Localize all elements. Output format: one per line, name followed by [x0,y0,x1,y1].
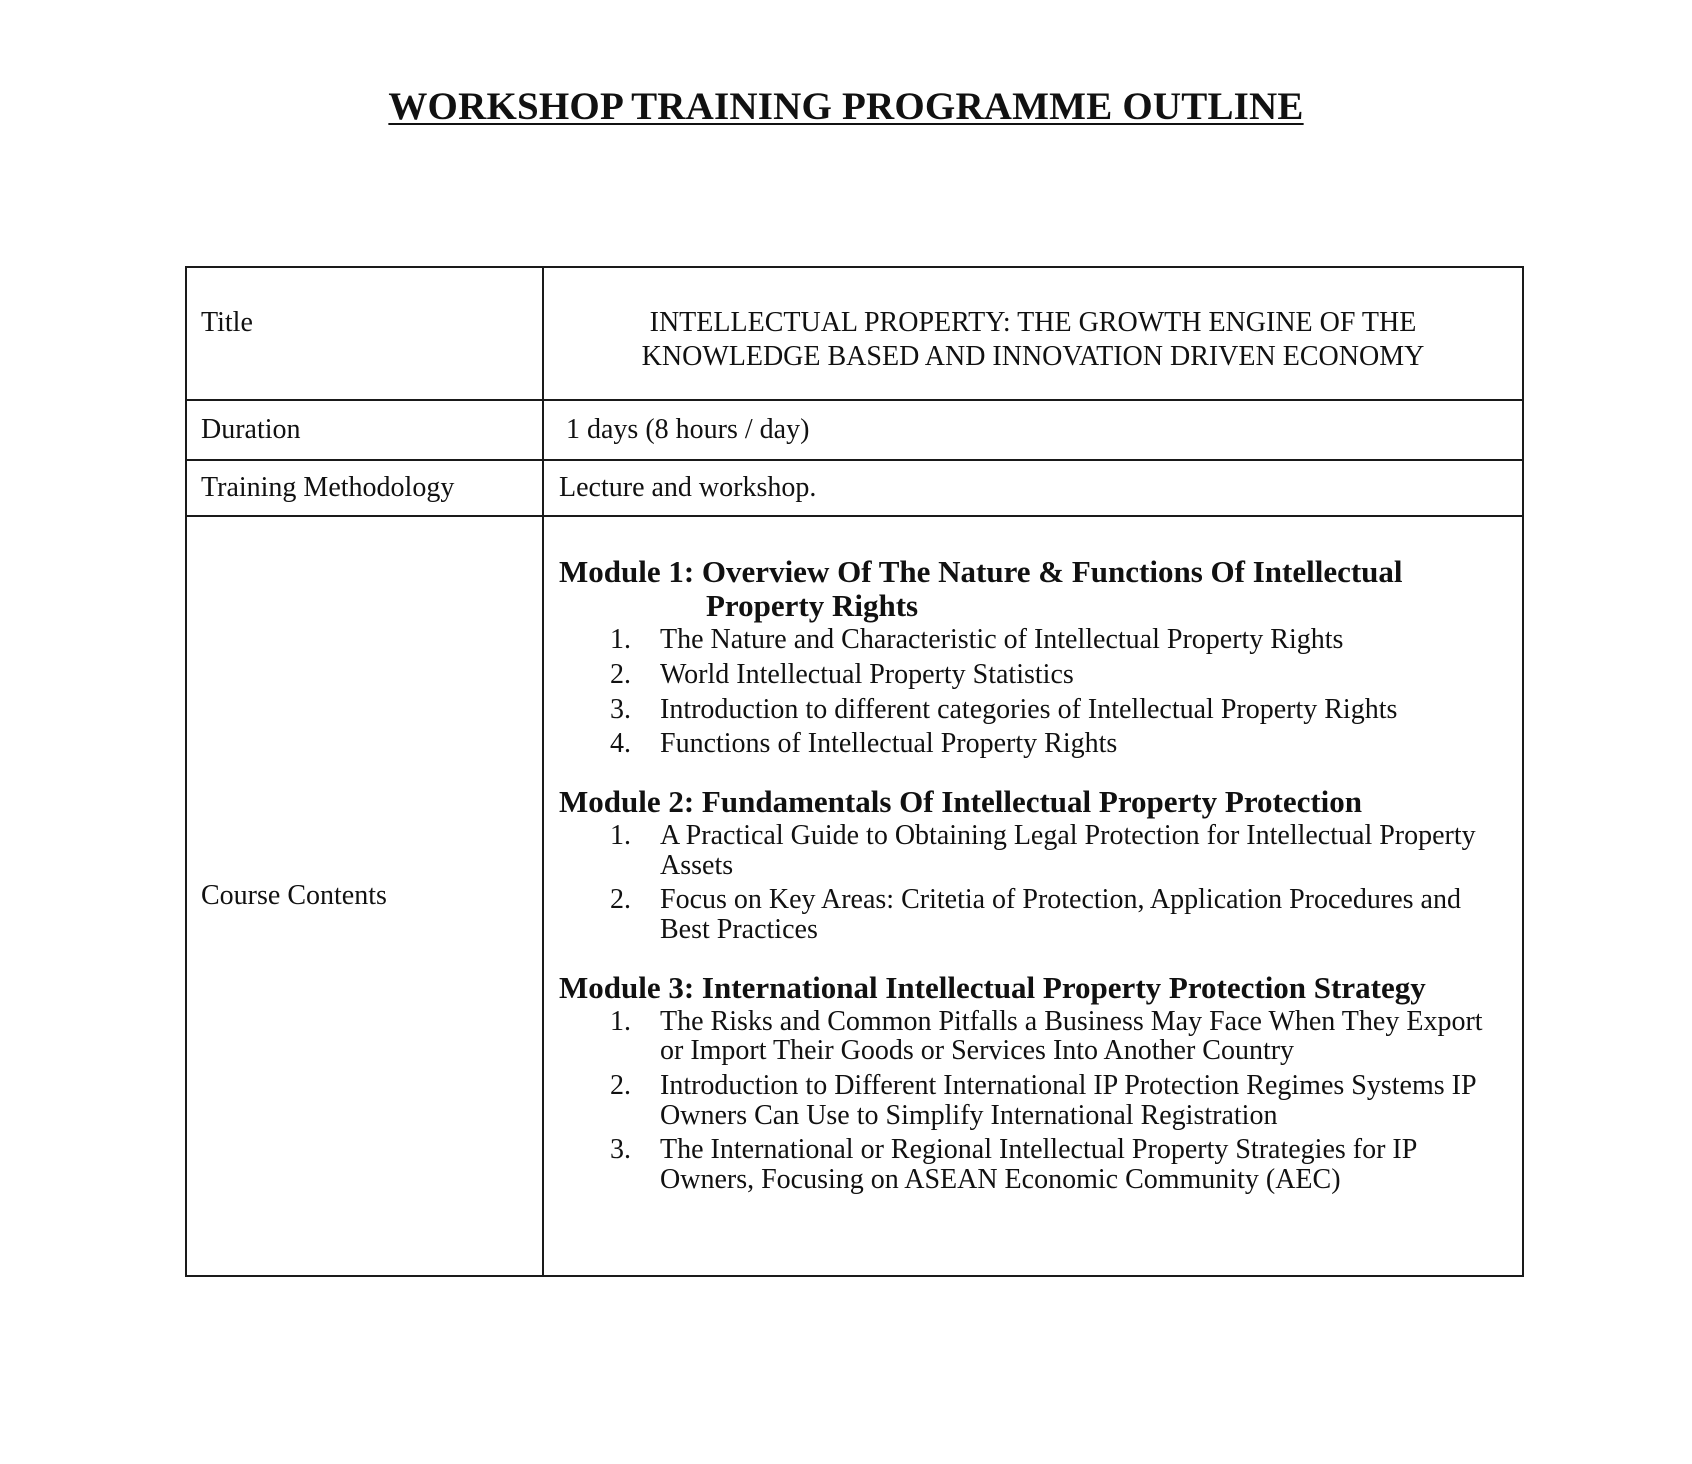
module-2-items [559,821,1508,945]
document-title [0,84,1692,131]
title-label: Title [186,267,543,400]
table-row-methodology [186,460,1523,516]
list-item [559,1071,1508,1130]
table-row-course-contents [186,516,1523,1276]
title-value [543,267,1523,400]
list-item [559,821,1508,880]
module-2 [559,785,1508,945]
item-text: A Practical Guide to Obtaining Legal Protection for Intellectual Property Assets [660,819,1476,881]
module-2-heading: Module 2: Fundamentals Of Intellectual Property Protection [559,783,1363,819]
item-number: 4. [610,728,631,760]
list-item [559,729,1508,759]
item-text: Introduction to different categories of Intellectual Property Rights [660,693,1398,725]
list-item [559,885,1508,944]
table-row-duration [186,400,1523,460]
programme-outline-table [185,266,1524,1277]
title-value-line-2: KNOWLEDGE BASED AND INNOVATION DRIVEN ECONOMY [641,340,1425,372]
item-number: 1. [610,1005,631,1037]
duration-value-text: 1 days (8 hours / day) [566,414,810,445]
list-item [559,1007,1508,1066]
methodology-label: Training Methodology [186,460,543,516]
duration-label: Duration [186,400,543,460]
item-text: Functions of Intellectual Property Rights [660,728,1118,760]
list-item [559,695,1508,725]
module-3-items [559,1007,1508,1195]
course-contents-value [543,516,1523,1276]
item-number: 2. [610,884,631,916]
item-number: 3. [610,693,631,725]
item-text: Focus on Key Areas: Critetia of Protection, Application Procedures and Best Practices [660,884,1461,945]
duration-value [543,400,1523,460]
methodology-value: Lecture and workshop. [543,460,1523,516]
list-item [559,1135,1508,1194]
item-number: 2. [610,1070,631,1102]
module-1 [559,555,1508,759]
table-row-title [186,267,1523,400]
item-number: 2. [610,658,631,690]
item-text: The Nature and Characteristic of Intellectual Property Rights [660,624,1344,656]
list-item [559,660,1508,690]
module-3 [559,971,1508,1195]
item-text: World Intellectual Property Statistics [660,658,1074,690]
item-number: 3. [610,1134,631,1166]
list-item [559,625,1508,655]
item-text: The International or Regional Intellectual Property Strategies for IP Owners, Focusing on ASEAN Economic Community (AEC) [660,1134,1417,1196]
document-title-text: WORKSHOP TRAINING PROGRAMME OUTLINE [388,85,1304,128]
module-1-heading: Module 1: Overview Of The Nature & Functions Of Intellectual Property Rights [559,554,1403,624]
item-text: The Risks and Common Pitfalls a Business May Face When They Export or Import Their Goods or Services Into Another Country [660,1005,1483,1067]
item-text: Introduction to Different International IP Protection Regimes Systems IP Owners Can Use to Simplify International Registration [660,1070,1476,1131]
item-number: 1. [610,624,631,656]
module-1-items [559,625,1508,759]
module-3-heading: Module 3: International Intellectual Property Protection Strategy [559,969,1426,1005]
item-number: 1. [610,819,631,851]
course-contents-label: Course Contents [186,516,543,1276]
title-value-line-1: INTELLECTUAL PROPERTY: THE GROWTH ENGINE OF THE [649,307,1417,338]
